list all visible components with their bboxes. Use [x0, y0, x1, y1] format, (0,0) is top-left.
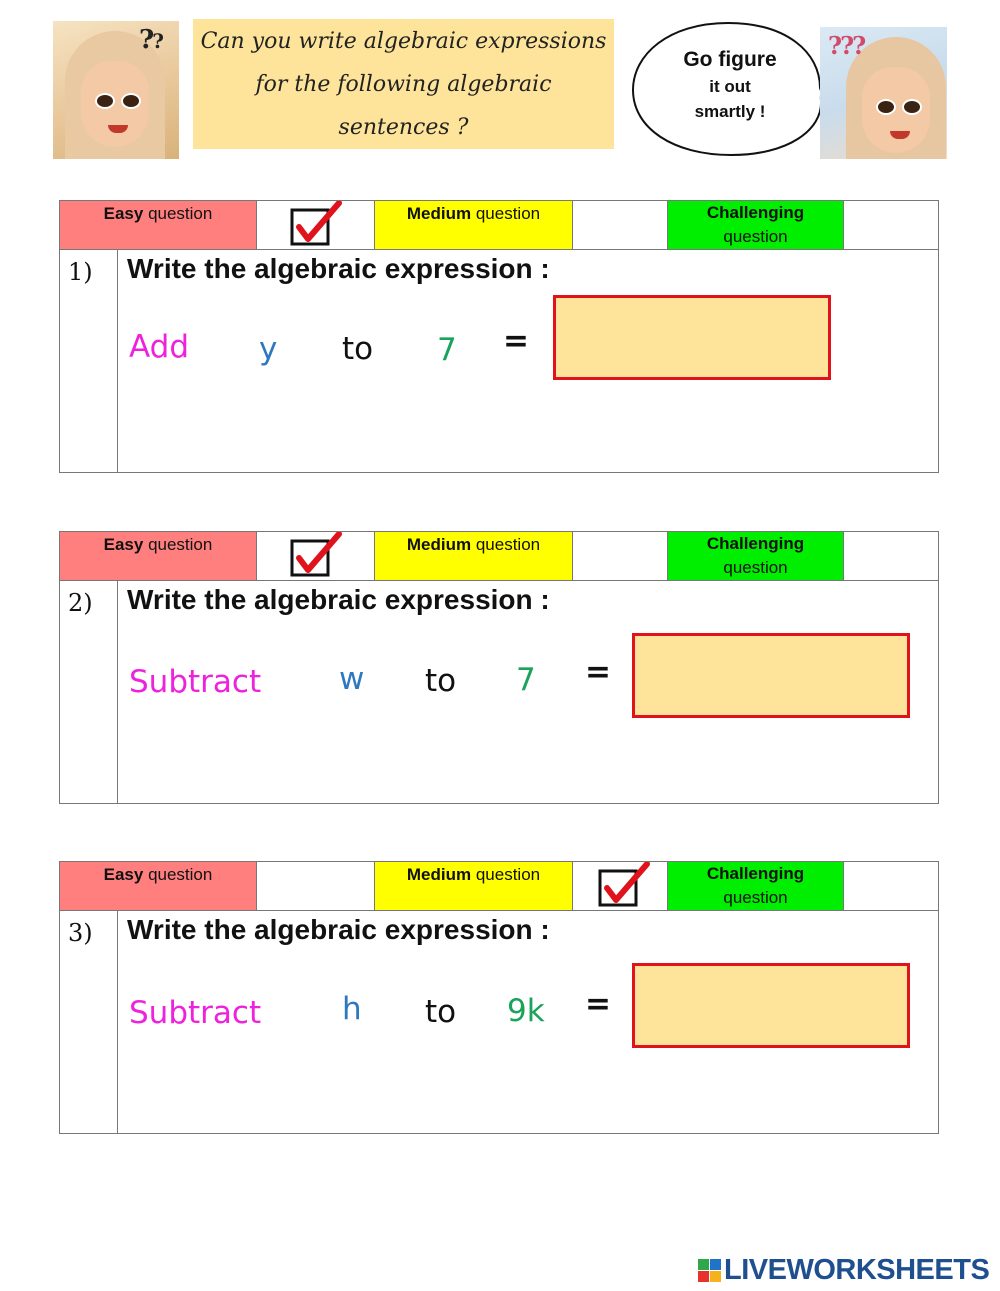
difficulty-challenging: Challenging question: [668, 862, 844, 910]
difficulty-easy: Easy question: [60, 201, 257, 249]
liveworksheets-logo[interactable]: [698, 1255, 989, 1285]
avatar-eye: [121, 93, 141, 109]
left-avatar: [53, 21, 179, 159]
difficulty-challenging: Challenging question: [668, 201, 844, 249]
question-number-column: [60, 911, 118, 1133]
sentence-connector: to: [425, 994, 457, 1030]
question-instruction: Write the algebraic expression :: [127, 914, 550, 945]
question-instruction: Write the algebraic expression :: [127, 253, 550, 284]
avatar-eye: [902, 99, 922, 115]
right-avatar: [820, 27, 947, 159]
bubble-line: it out: [709, 77, 751, 96]
difficulty-check-box-challenging[interactable]: [844, 862, 938, 910]
sentence-connector: to: [425, 663, 457, 699]
question-marks: ???: [828, 31, 865, 60]
question-number-column: [60, 581, 118, 803]
sentence-verb: Subtract: [129, 995, 262, 1031]
question-marks: ??: [139, 25, 162, 55]
sentence-variable: y: [259, 331, 278, 367]
answer-input[interactable]: [553, 295, 831, 380]
bubble-text: [655, 46, 805, 124]
difficulty-check-box-easy[interactable]: [257, 532, 375, 580]
difficulty-check-box-easy[interactable]: [257, 862, 375, 910]
question-number: 2): [68, 589, 93, 617]
question-card: [59, 861, 939, 1134]
sentence-number: 7: [516, 662, 536, 698]
difficulty-check-box-medium[interactable]: [573, 862, 668, 910]
title-line: sentences ?: [338, 114, 469, 140]
avatar-eye: [876, 99, 896, 115]
liveworksheets-logo-icon: [698, 1259, 721, 1282]
difficulty-easy: Easy question: [60, 862, 257, 910]
answer-input[interactable]: [632, 633, 910, 718]
title-line: Can you write algebraic expressions: [200, 28, 607, 54]
difficulty-check-box-challenging[interactable]: [844, 532, 938, 580]
difficulty-challenging: Challenging question: [668, 532, 844, 580]
sentence-number: 9k: [507, 993, 545, 1029]
checkmark-icon: [287, 201, 347, 249]
brand-name: LIVEWORKSHEETS: [724, 1253, 990, 1286]
sentence-number: 7: [437, 332, 457, 368]
difficulty-check-box-challenging[interactable]: [844, 201, 938, 249]
answer-input[interactable]: [632, 963, 910, 1048]
difficulty-medium: Medium question: [375, 862, 573, 910]
page-title: [195, 20, 613, 149]
question-card: [59, 200, 939, 473]
difficulty-easy: Easy question: [60, 532, 257, 580]
bubble-line: smartly !: [694, 102, 766, 121]
question-instruction: Write the algebraic expression :: [127, 584, 550, 615]
difficulty-check-box-easy[interactable]: [257, 201, 375, 249]
difficulty-check-box-medium[interactable]: [573, 201, 668, 249]
sentence-variable: h: [342, 991, 362, 1027]
equals-sign: =: [585, 986, 611, 1022]
title-banner: [193, 19, 614, 149]
difficulty-row: [60, 532, 938, 581]
sentence-variable: w: [339, 661, 365, 697]
question-number: 1): [68, 258, 93, 286]
difficulty-row: [60, 862, 938, 911]
avatar-eye: [95, 93, 115, 109]
difficulty-row: [60, 201, 938, 250]
sentence-verb: Add: [129, 329, 190, 365]
checkmark-icon: [595, 862, 655, 910]
equals-sign: =: [585, 654, 611, 690]
difficulty-check-box-medium[interactable]: [573, 532, 668, 580]
equals-sign: =: [503, 323, 529, 359]
question-number-column: [60, 250, 118, 472]
question-number: 3): [68, 919, 93, 947]
difficulty-medium: Medium question: [375, 201, 573, 249]
sentence-connector: to: [342, 331, 374, 367]
difficulty-medium: Medium question: [375, 532, 573, 580]
bubble-line: Go figure: [683, 48, 777, 71]
question-card: [59, 531, 939, 804]
sentence-verb: Subtract: [129, 664, 262, 700]
title-line: for the following algebraic: [255, 71, 552, 97]
checkmark-icon: [287, 532, 347, 580]
